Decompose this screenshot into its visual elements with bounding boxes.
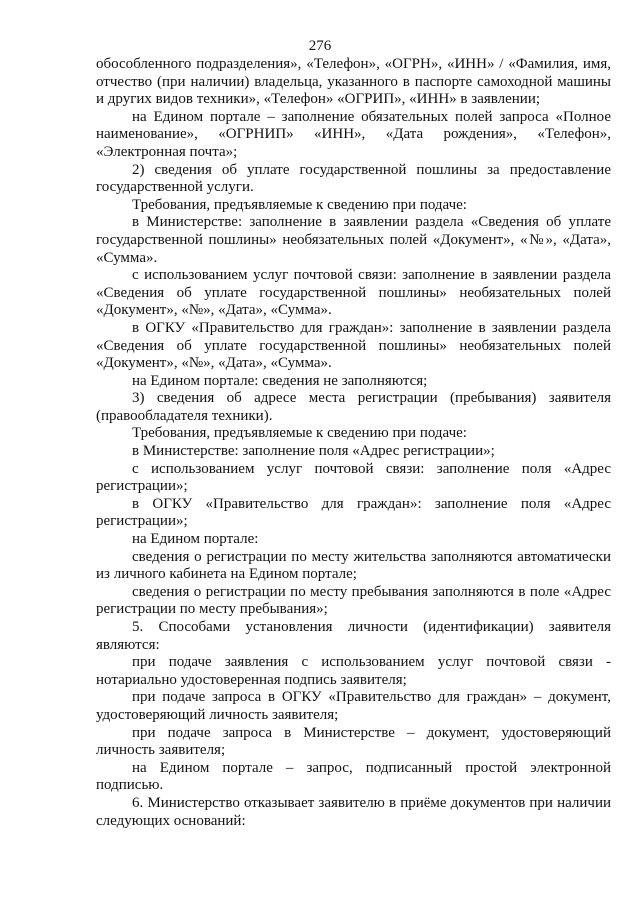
paragraph: Требования, предъявляемые к сведению при подаче: xyxy=(132,196,467,213)
paragraph: сведения о регистрации по месту пребывания заполняются в поле «Адрес регистрации по месту пребывания»; xyxy=(96,583,611,618)
paragraph: Требования, предъявляемые к сведению при подаче: xyxy=(132,425,467,442)
paragraph: в ОГКУ «Правительство для граждан»: заполнение поля «Адрес регистрации»; xyxy=(96,495,611,530)
paragraph: с использованием услуг почтовой связи: заполнение в заявлении раздела «Сведения об уплате государственной пошлины» необязательных полей «Документ», «№», «Дата», «Сумма». xyxy=(96,267,611,319)
paragraph: 3) сведения об адресе места регистрации (пребывания) заявителя (правообладателя техники). xyxy=(96,390,611,424)
paragraph: на Едином портале – заполнение обязательных полей запроса «Полное наименование», «ОГРНИП» «ИНН», «Дата рождения», «Телефон», «Электронная почта»; xyxy=(96,108,611,160)
paragraph: в Министерстве: заполнение в заявлении раздела «Сведения об уплате государственной пошлины» необязательных полей «Документ», «№», «Дата», «Сумма». xyxy=(96,214,611,266)
paragraph: при подаче заявления с использованием услуг почтовой связи - нотариально удостоверенная подпись заявителя; xyxy=(96,654,611,688)
paragraph: при подаче запроса в ОГКУ «Правительство для граждан» – документ, удостоверяющий личность заявителя; xyxy=(96,689,611,723)
paragraph: 2) сведения об уплате государственной пошлины за предоставление государственной услуги. xyxy=(96,161,611,196)
document-body xyxy=(96,56,611,830)
page-number: 276 xyxy=(308,38,332,54)
paragraph: на Едином портале: сведения не заполняются; xyxy=(132,372,428,389)
paragraph: обособленного подразделения», «Телефон», «ОГРН», «ИНН» / «Фамилия, имя, отчество (при наличии) владельца, указанного в паспорте самоходной машины и других видов техники», «Телефон» «ОГРИП», «ИНН» в заявлении; xyxy=(96,56,611,108)
paragraph: с использованием услуг почтовой связи: заполнение поля «Адрес регистрации»; xyxy=(96,460,611,495)
paragraph: 6. Министерство отказывает заявителю в приёме документов при наличии следующих оснований: xyxy=(96,794,611,829)
paragraph: 5. Способами установления личности (идентификации) заявителя являются: xyxy=(96,619,611,653)
paragraph: в ОГКУ «Правительство для граждан»: заполнение в заявлении раздела «Сведения об уплате государственной пошлины» необязательных полей «Документ», «№», «Дата», «Сумма». xyxy=(96,319,611,372)
paragraph: на Едином портале – запрос, подписанный простой электронной подписью. xyxy=(96,759,611,794)
paragraph: на Едином портале: xyxy=(132,531,259,548)
paragraph: сведения о регистрации по месту жительства заполняются автоматически из личного кабинета на Едином портале; xyxy=(96,548,611,583)
paragraph: при подаче запроса в Министерстве – документ, удостоверяющий личность заявителя; xyxy=(96,724,611,759)
paragraph: в Министерстве: заполнение поля «Адрес регистрации»; xyxy=(132,443,495,460)
